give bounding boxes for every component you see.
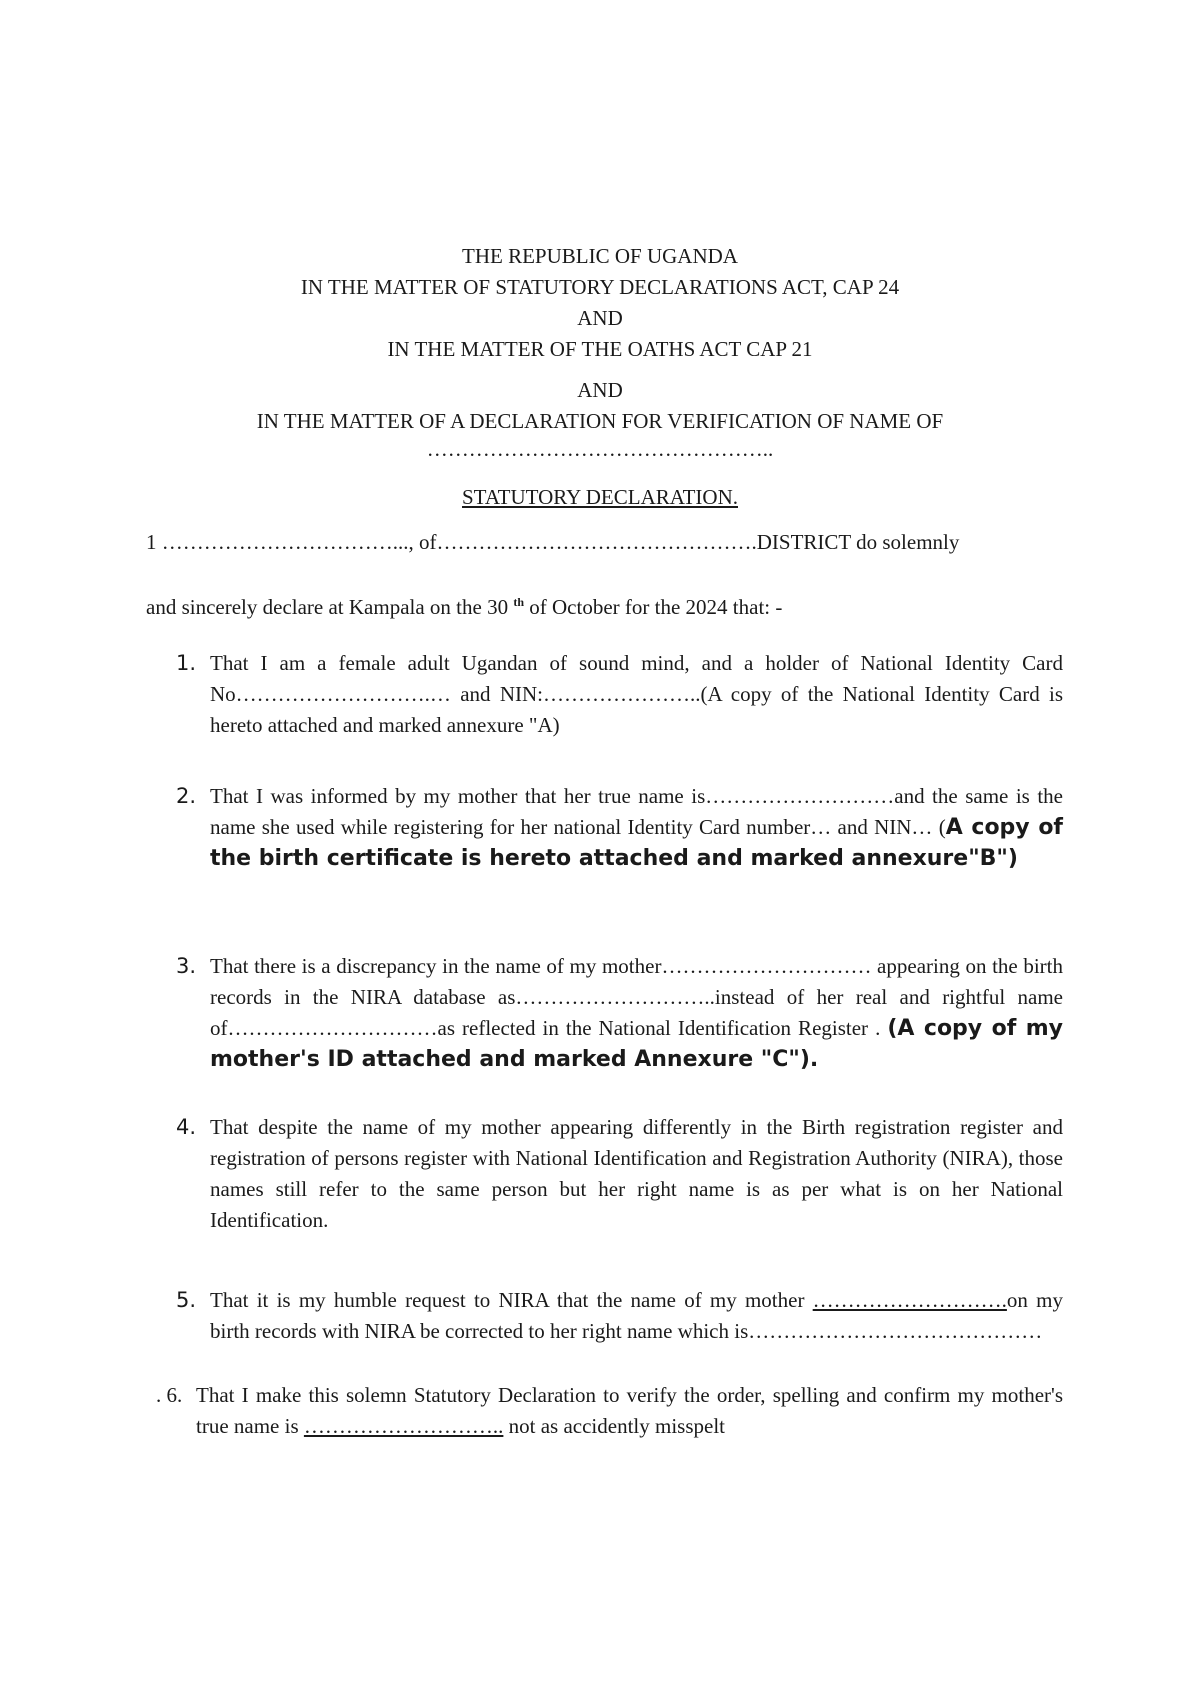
item-2-annexure-note: A copy of the birth certificate is hereto attached and marked annexure"B") [210, 815, 1064, 871]
item-4-text: That despite the name of my mother appearing differently in the Birth registration register and registration of persons register with National Identification and Registration Authority (NIRA), those names still refer to the same person but her right name is as per what is on her National Identification. [210, 1115, 1063, 1232]
intro-superscript: th [513, 595, 525, 609]
header-and-1: AND [577, 306, 623, 330]
item-5-text-b: on my birth records with NIRA be corrected to her right name which is…………………………………… [210, 1288, 1063, 1343]
item-6-paragraph [196, 1380, 1063, 1442]
header-republic: THE REPUBLIC OF UGANDA [462, 244, 738, 268]
item-6-text-a: That I make this solemn Statutory Declaration to verify the order, spelling and confirm my mother's true name is [196, 1383, 1063, 1438]
item-5-number: 5. [176, 1288, 197, 1312]
document-title: STATUTORY DECLARATION. [462, 485, 738, 509]
item-5-text-a: That it is my humble request to NIRA that the name of my mother [210, 1288, 813, 1312]
item-1-number: 1. [176, 651, 197, 675]
item-2-text: That I was informed by my mother that her true name is………………………and the same is the name she used while registering for her national Identity Card number… and NIN… ( [210, 784, 1063, 839]
item-3-paragraph [210, 951, 1063, 1075]
header-oaths-act: IN THE MATTER OF THE OATHS ACT CAP 21 [387, 337, 813, 361]
item-6-blank: ……………………….. [303, 1414, 504, 1438]
header-declaration-matter: IN THE MATTER OF A DECLARATION FOR VERIFICATION OF NAME OF [256, 409, 944, 433]
intro-line-1: 1 ……………………………..., of……………………………………….DISTRICT do solemnly [146, 530, 960, 554]
item-1-text: That I am a female adult Ugandan of sound mind, and a holder of National Identity Card No……………………….… and NIN:…………………..(A copy of the National Identity Card is hereto attached and marked annexure "A) [210, 651, 1063, 737]
header-statutory-act: IN THE MATTER OF STATUTORY DECLARATIONS ACT, CAP 24 [300, 275, 900, 299]
intro-text-b: of October for the 2024 that: - [524, 595, 783, 619]
intro-line-2 [146, 589, 1046, 620]
item-5-blank: ………………………. [812, 1288, 1007, 1312]
item-6-text-b: not as accidently misspelt [503, 1414, 726, 1438]
item-6-number: . 6. [156, 1383, 183, 1407]
item-2-number: 2. [176, 784, 197, 808]
item-4-number: 4. [176, 1115, 197, 1139]
item-3-annexure-note: (A copy of my mother's ID attached and marked Annexure "C"). [210, 1016, 1063, 1072]
item-2-paragraph [210, 781, 1063, 874]
item-3-number: 3. [176, 954, 197, 978]
intro-text-a: and sincerely declare at Kampala on the 30 [146, 595, 514, 619]
header-name-blank: ………………………………………….. [426, 437, 774, 461]
item-5-paragraph [210, 1285, 1063, 1347]
item-3-text: That there is a discrepancy in the name of my mother………………………… appearing on the birth records in the NIRA database as………………………..instead of her real and rightful name of…………………………as reflected in the National Identification Register . [210, 954, 1063, 1040]
header-and-2: AND [577, 378, 623, 402]
